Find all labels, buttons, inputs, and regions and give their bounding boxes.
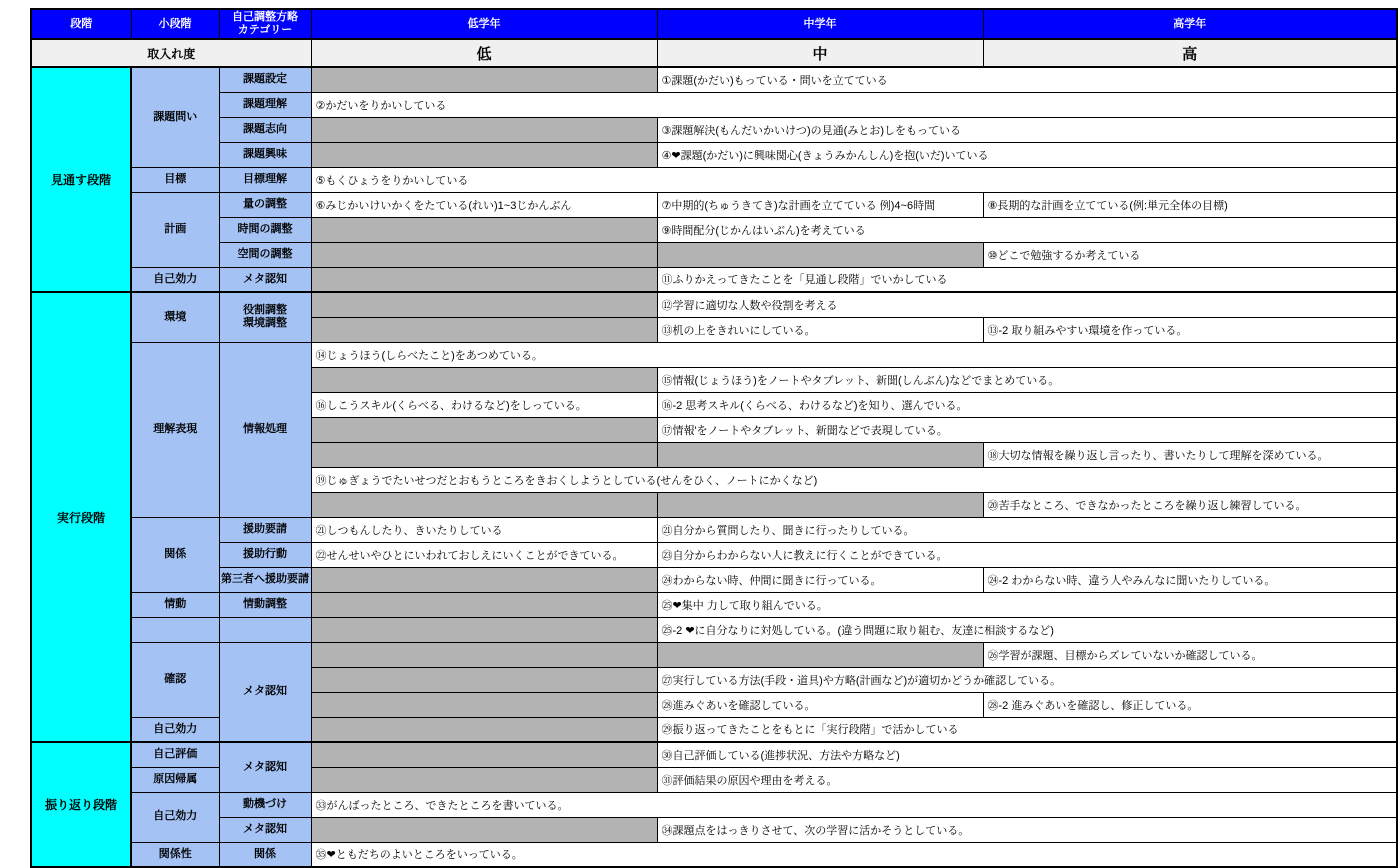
- substage-cell-kankei: 関係: [131, 517, 219, 592]
- table-row: [31, 92, 1397, 117]
- stage-cell-reflection: 振り返り段階: [31, 742, 131, 867]
- item-cell: ㉓自分からわからない人に教えに行くことができている。: [657, 542, 1397, 567]
- empty-gray-cell: [311, 142, 657, 167]
- category-role-line2: 環境調整: [243, 317, 287, 330]
- header-low-grade: 低学年: [311, 9, 657, 39]
- substage-cell-jiko-koryoku: 自己効力: [131, 267, 219, 292]
- intake-row: [31, 39, 1397, 67]
- table-row: [31, 217, 1397, 242]
- item-cell: ⑯-2 思考スキル(くらべる、わけるなど)を知り、選んでいる。: [657, 392, 1397, 417]
- item-cell: ㉛評価結果の原因や理由を考える。: [657, 767, 1397, 792]
- table-row: [31, 192, 1397, 217]
- substage-cell-jodo: 情動: [131, 592, 219, 617]
- stage-cell-execution: 実行段階: [31, 292, 131, 742]
- item-cell: ㉖学習が課題、目標からズレていないか確認している。: [983, 642, 1397, 667]
- category-cell-kadai-kyomi: 課題興味: [219, 142, 311, 167]
- category-cell-meta-reflect: メタ認知: [219, 742, 311, 792]
- empty-gray-cell: [311, 817, 657, 842]
- substage-cell-jiko-koryoku-reflect: 自己効力: [131, 792, 219, 842]
- empty-gray-cell: [311, 492, 657, 517]
- item-cell: ㉞課題点をはっきりさせて、次の学習に活かそうとしている。: [657, 817, 1397, 842]
- substage-cell-genin-kizoku: 原因帰属: [131, 767, 219, 792]
- item-cell: ㉔-2 わからない時、違う人やみんなに聞いたりしている。: [983, 567, 1397, 592]
- item-cell: ㉟❤ともだちのよいところをいっている。: [311, 842, 1397, 867]
- item-cell: ⑩どこで勉強するか考えている: [983, 242, 1397, 267]
- item-cell: ⑮情報(じょうほう)をノートやタブレット、新聞(しんぶん)などでまとめている。: [657, 367, 1397, 392]
- empty-gray-cell: [311, 292, 657, 317]
- table-row: [31, 117, 1397, 142]
- category-cell-role: [219, 292, 311, 342]
- empty-gray-cell: [311, 717, 657, 742]
- item-cell: ②かだいをりかいしている: [311, 92, 1397, 117]
- category-role-line1: 役割調整: [243, 304, 287, 317]
- item-cell: ⑦中期的(ちゅうきてき)な計画を立てている 例)4~6時間: [657, 192, 983, 217]
- item-cell: ㉙振り返ってきたことをもとに「実行段階」で活かしている: [657, 717, 1397, 742]
- stage-cell-foresight: 見通す段階: [31, 67, 131, 292]
- item-cell: ㉑しつもんしたり、きいたりしている: [311, 517, 657, 542]
- empty-gray-cell: [311, 617, 657, 642]
- category-cell-meta-reflect2: メタ認知: [219, 817, 311, 842]
- intake-label: 取入れ度: [31, 39, 311, 67]
- header-category: [219, 9, 311, 39]
- category-cell-joho-shori: 情報処理: [219, 342, 311, 517]
- item-cell: ⑱大切な情報を繰り返し言ったり、書いたりして理解を深めている。: [983, 442, 1397, 467]
- item-cell: ③課題解決(もんだいかいけつ)の見通(みとお)しをもっている: [657, 117, 1397, 142]
- header-category-line2: カテゴリー: [237, 24, 293, 36]
- item-cell: ⑨時間配分(じかんはいぶん)を考えている: [657, 217, 1397, 242]
- substage-cell-mokuhyo: 目標: [131, 167, 219, 192]
- item-cell: ㉗実行している方法(手段・道具)や方略(計画など)が適切かどうか確認している。: [657, 667, 1397, 692]
- category-cell-mokuhyo-rikai: 目標理解: [219, 167, 311, 192]
- substage-cell-rikai-hyogen: 理解表現: [131, 342, 219, 517]
- item-cell: ㉚自己評価している(進捗状況、方法や方略など): [657, 742, 1397, 767]
- item-cell: ⑥みじかいけいかくをたている(れい)1~3じかんぶん: [311, 192, 657, 217]
- item-cell: ⑳苦手なところ、できなかったところを繰り返し練習している。: [983, 492, 1397, 517]
- substage-cell-keikaku: 計画: [131, 192, 219, 267]
- item-cell: ⑰情報'をノートやタブレット、新聞などで表現している。: [657, 417, 1397, 442]
- item-cell: ㉑自分から質問したり、聞きに行ったりしている。: [657, 517, 1397, 542]
- empty-gray-cell: [311, 742, 657, 767]
- table-row: [31, 167, 1397, 192]
- category-cell-kadai-shiko: 課題志向: [219, 117, 311, 142]
- table-row: [31, 842, 1397, 867]
- item-cell: ㉘-2 進みぐあいを確認し、修正している。: [983, 692, 1397, 717]
- table-row: [31, 142, 1397, 167]
- table-row: [31, 242, 1397, 267]
- empty-gray-cell: [311, 317, 657, 342]
- table-row: [31, 742, 1397, 767]
- category-cell-doki-zuke: 動機づけ: [219, 792, 311, 817]
- empty-gray-cell: [311, 692, 657, 717]
- empty-gray-cell: [657, 442, 983, 467]
- empty-gray-cell: [311, 767, 657, 792]
- table-row: [31, 342, 1397, 367]
- table-row: [31, 617, 1397, 642]
- substage-cell-kankeisei: 関係性: [131, 842, 219, 867]
- item-cell: ⑭じょうほう(しらべたこと)をあつめている。: [311, 342, 1397, 367]
- item-cell: ④❤課題(かだい)に興味関心(きょうみかんしん)を抱(いだ)いている: [657, 142, 1397, 167]
- empty-gray-cell: [311, 67, 657, 92]
- category-cell-kadai-rikai: 課題理解: [219, 92, 311, 117]
- category-cell-enjo-yosei: 援助要請: [219, 517, 311, 542]
- item-cell: ①課題(かだい)もっている・問いを立てている: [657, 67, 1397, 92]
- category-cell-empty: [219, 617, 311, 642]
- header-row: [31, 9, 1397, 39]
- substage-cell-jiko-hyoka: 自己評価: [131, 742, 219, 767]
- item-cell: ⑬-2 取り組みやすい環境を作っている。: [983, 317, 1397, 342]
- table-row: [31, 542, 1397, 567]
- empty-gray-cell: [657, 642, 983, 667]
- item-cell: ㉘進みぐあいを確認している。: [657, 692, 983, 717]
- table-row: [31, 792, 1397, 817]
- empty-gray-cell: [657, 492, 983, 517]
- category-cell-jodo-chosei: 情動調整: [219, 592, 311, 617]
- empty-gray-cell: [311, 417, 657, 442]
- self-regulation-rubric-table: [30, 8, 1398, 868]
- substage-cell-kakunin: 確認: [131, 642, 219, 717]
- item-cell: ⑯しこうスキル(くらべる、わけるなど)をしっている。: [311, 392, 657, 417]
- category-cell-kankei: 関係: [219, 842, 311, 867]
- empty-gray-cell: [311, 592, 657, 617]
- table-row: [31, 67, 1397, 92]
- rubric-table-sheet: [30, 8, 1396, 868]
- empty-gray-cell: [311, 267, 657, 292]
- item-cell: ⑤もくひょうをりかいしている: [311, 167, 1397, 192]
- empty-gray-cell: [657, 242, 983, 267]
- empty-gray-cell: [311, 667, 657, 692]
- intake-high: 高: [983, 39, 1397, 67]
- category-cell-kukan-chosei: 空間の調整: [219, 242, 311, 267]
- empty-gray-cell: [311, 117, 657, 142]
- table-row: [31, 292, 1397, 317]
- substage-cell-jiko-koryoku-exec: 自己効力: [131, 717, 219, 742]
- empty-gray-cell: [311, 567, 657, 592]
- item-cell: ㉕-2 ❤に自分なりに対処している。(違う問題に取り組む、友達に相談するなど): [657, 617, 1397, 642]
- item-cell: ㉝がんばったところ、できたところを書いている。: [311, 792, 1397, 817]
- item-cell: ㉒せんせいやひとにいわれておしえにいくことができている。: [311, 542, 657, 567]
- substage-cell-kadai-toi: 課題問い: [131, 67, 219, 167]
- header-mid-grade: 中学年: [657, 9, 983, 39]
- intake-mid: 中: [657, 39, 983, 67]
- table-row: [31, 267, 1397, 292]
- item-cell: ⑬机の上をきれいにしている。: [657, 317, 983, 342]
- category-cell-meta: メタ認知: [219, 267, 311, 292]
- category-cell-jikan-chosei: 時間の調整: [219, 217, 311, 242]
- category-cell-kadai-settei: 課題設定: [219, 67, 311, 92]
- empty-gray-cell: [311, 217, 657, 242]
- category-cell-ryo-chosei: 量の調整: [219, 192, 311, 217]
- table-row: [31, 817, 1397, 842]
- category-cell-meta-exec: メタ認知: [219, 642, 311, 742]
- item-cell: ㉕❤集中 力して取り組んでいる。: [657, 592, 1397, 617]
- intake-low: 低: [311, 39, 657, 67]
- substage-cell-empty: [131, 617, 219, 642]
- table-row: [31, 517, 1397, 542]
- header-substage: 小段階: [131, 9, 219, 39]
- table-row: [31, 642, 1397, 667]
- header-stage: 段階: [31, 9, 131, 39]
- empty-gray-cell: [311, 642, 657, 667]
- empty-gray-cell: [311, 367, 657, 392]
- item-cell: ⑪ふりかえってきたことを「見通し段階」でいかしている: [657, 267, 1397, 292]
- table-row: [31, 567, 1397, 592]
- empty-gray-cell: [311, 242, 657, 267]
- category-cell-daisansha: 第三者へ援助要請: [219, 567, 311, 592]
- item-cell: ⑧長期的な計画を立てている(例:単元全体の目標): [983, 192, 1397, 217]
- header-high-grade: 高学年: [983, 9, 1397, 39]
- substage-cell-kankyo: 環境: [131, 292, 219, 342]
- table-row: [31, 592, 1397, 617]
- empty-gray-cell: [311, 442, 657, 467]
- category-cell-enjo-kodo: 援助行動: [219, 542, 311, 567]
- header-category-line1: 自己調整方略: [232, 11, 298, 24]
- item-cell: ⑲じゅぎょうでたいせつだとおもうところをきおくしようとしている(せんをひく、ノートにかくなど): [311, 467, 1397, 492]
- item-cell: ⑫学習に適切な人数や役割を考える: [657, 292, 1397, 317]
- item-cell: ㉔わからない時、仲間に聞きに行っている。: [657, 567, 983, 592]
